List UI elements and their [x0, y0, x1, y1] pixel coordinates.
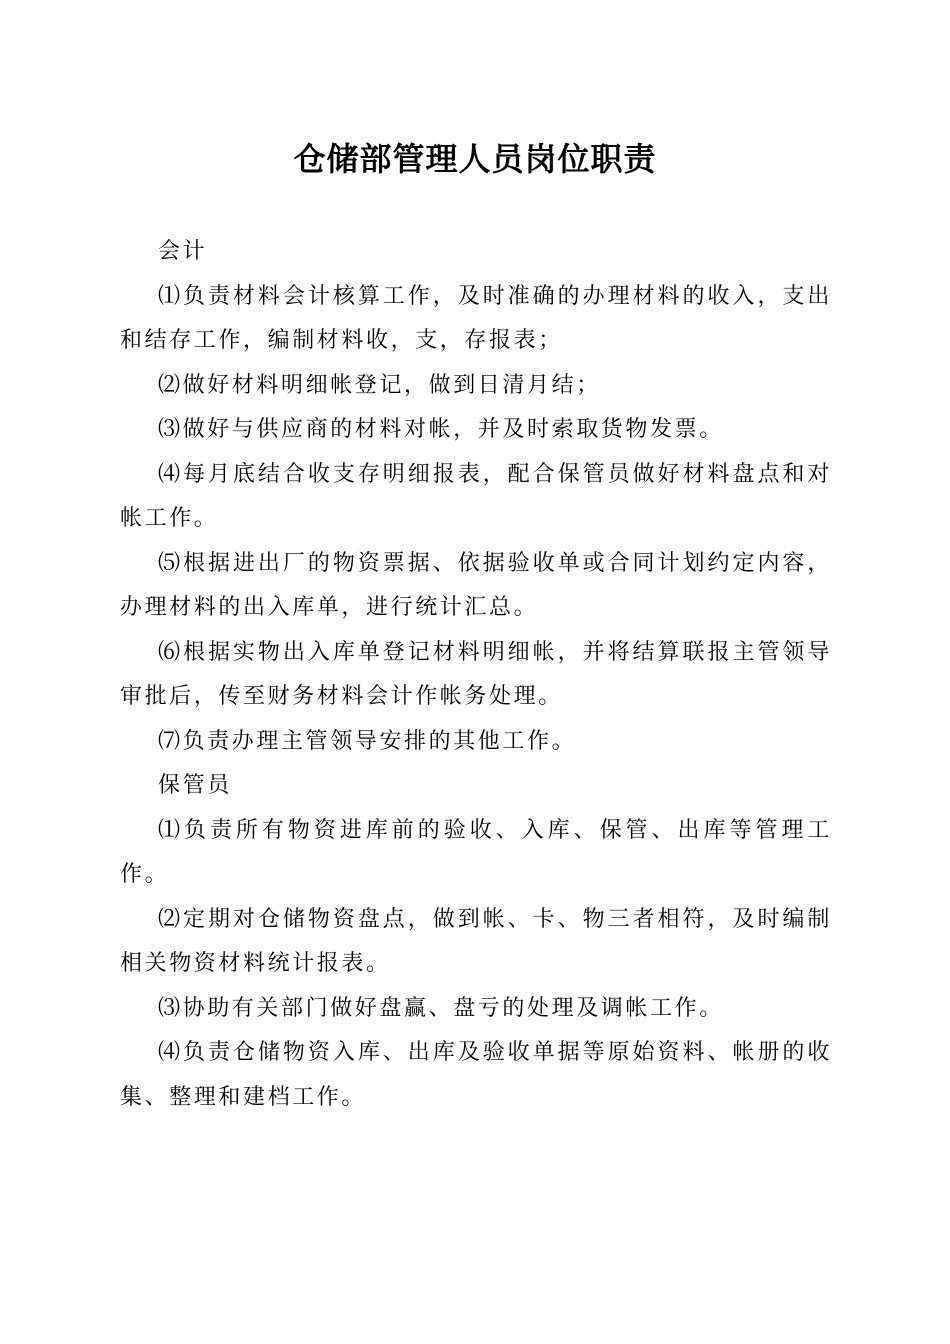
- document-body: [120, 230, 832, 1120]
- accountant-duty-7: ⑺负责办理主管领导安排的其他工作。: [158, 728, 577, 754]
- section-heading-storekeeper: 保管员: [158, 773, 232, 798]
- accountant-duty-1: ⑴负责材料会计核算工作，及时准确的办理材料的收入，支出和结存工作，编制材料收，支，存报表；: [120, 283, 832, 353]
- accountant-duty-6: ⑹根据实物出入库单登记材料明细帐，并将结算联报主管领导审批后，传至财务材料会计作帐务处理。: [120, 639, 832, 709]
- accountant-duty-4: ⑷每月底结合收支存明细报表，配合保管员做好材料盘点和对帐工作。: [120, 461, 832, 531]
- storekeeper-duty-1: ⑴负责所有物资进库前的验收、入库、保管、出库等管理工作。: [120, 817, 832, 887]
- section-heading-accountant: 会计: [158, 239, 208, 264]
- storekeeper-duty-2: ⑵定期对仓储物资盘点，做到帐、卡、物三者相符，及时编制相关物资材料统计报表。: [120, 906, 832, 976]
- accountant-duty-2: ⑵做好材料明细帐登记，做到日清月结；: [158, 372, 601, 398]
- storekeeper-duty-3: ⑶协助有关部门做好盘赢、盘亏的处理及调帐工作。: [158, 995, 724, 1021]
- page-title: 仓储部管理人员岗位职责: [293, 140, 657, 178]
- accountant-duty-5: ⑸根据进出厂的物资票据、依据验收单或合同计划约定内容，办理材料的出入库单，进行统计汇总。: [120, 550, 832, 620]
- accountant-duty-3: ⑶做好与供应商的材料对帐，并及时索取货物发票。: [158, 417, 724, 442]
- storekeeper-duty-4: ⑷负责仓储物资入库、出库及验收单据等原始资料、帐册的收集、整理和建档工作。: [120, 1040, 832, 1110]
